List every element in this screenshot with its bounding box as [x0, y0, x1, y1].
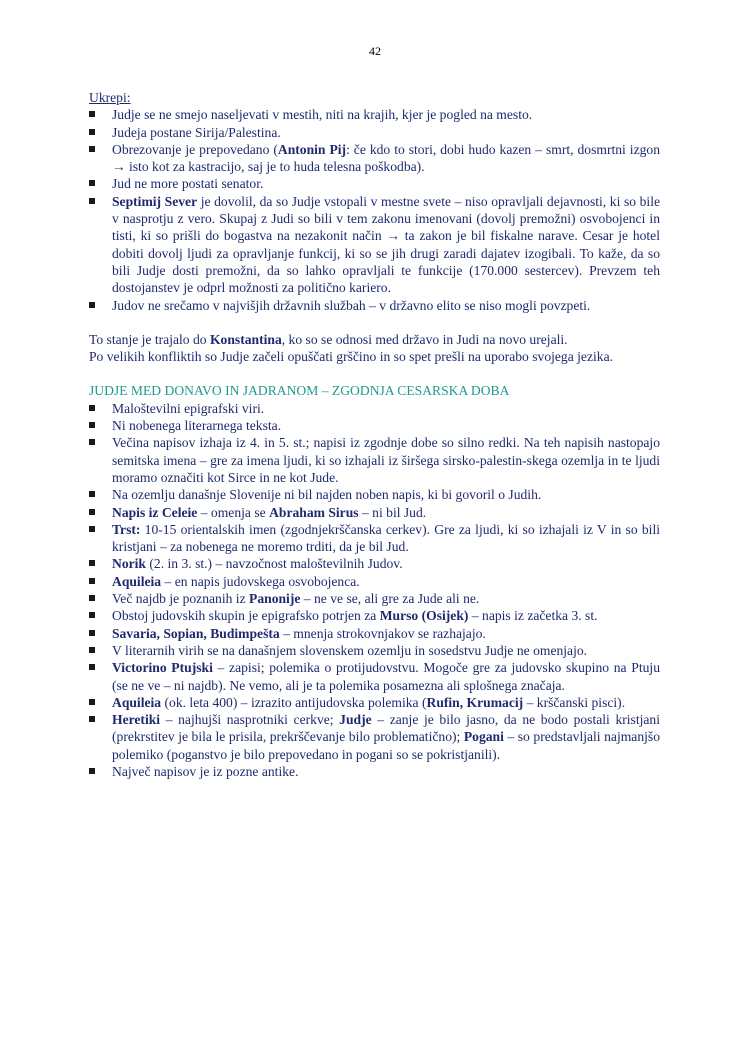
bold-term: Norik — [112, 556, 146, 572]
text-run: Judov ne srečamo v najvišjih državnih službah – v državno elito se niso mogli povzpeti. — [112, 297, 591, 313]
bold-term: Heretiki — [112, 712, 161, 728]
text-run: To stanje je trajalo do — [89, 331, 210, 347]
bullet-item — [89, 141, 660, 176]
text-run: – napis iz začetka 3. st. — [468, 608, 598, 624]
section-list — [89, 400, 660, 781]
text-run: – najhujši nasprotniki cerkve; — [160, 712, 340, 728]
text-run: Na ozemlju današnje Slovenije ni bil najden noben napis, ki bi govoril o Judih. — [112, 487, 542, 503]
text-run: Več najdb je poznanih iz — [112, 591, 250, 607]
bullet-item — [89, 694, 660, 711]
bold-term: Pogani — [463, 729, 504, 745]
text-run: – mnenja strokovnjakov se razhajajo. — [279, 625, 486, 641]
bullet-item — [89, 193, 660, 297]
page-body — [89, 89, 660, 780]
bold-term: Antonin Pij — [277, 141, 347, 157]
bold-term: Panonije — [249, 591, 301, 607]
bullet-item — [89, 521, 660, 556]
bold-term: Konstantina — [209, 331, 282, 347]
text-run: : če kdo to stori, dobi hudo kazen – smrt, dosmrtni izgon → isto kot za kastracijo, saj je to huda telesna poškodba). — [112, 141, 660, 175]
bullet-item — [89, 573, 660, 590]
bullet-item — [89, 607, 660, 624]
bold-term: Rufin, Krumacij — [426, 694, 524, 710]
bullet-item — [89, 504, 660, 521]
text-run: V literarnih virih se na današnjem slovenskem ozemlju in sosedstvu Judje ne omenjajo. — [112, 642, 588, 658]
text-run: Maloštevilni epigrafski viri. — [112, 400, 265, 416]
bullet-item — [89, 642, 660, 659]
paragraph — [89, 331, 660, 348]
bullet-item — [89, 297, 660, 314]
text-run: – ni bil Jud. — [358, 504, 427, 520]
bullet-item — [89, 590, 660, 607]
paragraph — [89, 348, 660, 365]
bullet-item — [89, 106, 660, 123]
text-run: – ne ve se, ali gre za Jude ali ne. — [300, 591, 480, 607]
bold-term: Victorino Ptujski — [112, 660, 213, 676]
bold-term: Judje — [339, 712, 372, 728]
bullet-item — [89, 400, 660, 417]
text-run: Ni nobenega literarnega teksta. — [112, 418, 282, 434]
text-run: (2. in 3. st.) – navzočnost maloštevilnih Judov. — [145, 556, 403, 572]
text-run: Po velikih konfliktih so Judje začeli opuščati grščino in so spet prešli na uporabo svojega jezika. — [89, 349, 614, 365]
bold-term: Abraham Sirus — [269, 504, 359, 520]
bullet-item — [89, 434, 660, 486]
text-run: Največ napisov je iz pozne antike. — [112, 763, 299, 779]
text-run: Obrezovanje je prepovedano ( — [112, 141, 278, 157]
bullet-item — [89, 124, 660, 141]
bold-term: Murso (Osijek) — [379, 608, 469, 624]
text-run: – en napis judovskega osvobojenca. — [161, 573, 360, 589]
bullet-item — [89, 486, 660, 503]
bullet-item — [89, 711, 660, 763]
bold-term: Savaria, Sopian, Budimpešta — [112, 625, 280, 641]
text-run: Večina napisov izhaja iz 4. in 5. st.; napisi iz zgodnje dobe so silno redki. Na teh napisih nastopajo semitska imena – gre za imena ljudi, ki so izhajali iz širšega sirsko-palestin-skega ozemlja in te ljudi moramo označiti kot Sirce in ne kot Jude. — [112, 435, 660, 485]
ukrepi-list — [89, 106, 660, 314]
bullet-item — [89, 417, 660, 434]
text-run: – krščanski pisci). — [523, 694, 626, 710]
text-run: 10-15 orientalskih imen (zgodnjekrščanska cerkev). Gre za ljudi, ki so izhajali iz V in so bili kristjani – za nobenega ne moremo trditi, da je bil Jud. — [112, 521, 660, 555]
section-title: JUDJE MED DONAVO IN JADRANOM – ZGODNJA CESARSKA DOBA — [89, 383, 510, 399]
text-run: (ok. leta 400) – izrazito antijudovska polemika ( — [161, 694, 427, 710]
text-run: Jud ne more postati senator. — [112, 176, 264, 192]
ukrepi-heading: Ukrepi: — [89, 90, 131, 105]
text-run: Judeja postane Sirija/Palestina. — [112, 124, 281, 140]
spacer — [89, 365, 660, 382]
text-run: – zanje je bilo jasno, da ne bodo postali kristjani (prekrstitev je bila le prisila, prekrščevanje bilo problematično); — [112, 712, 660, 745]
bullet-item — [89, 763, 660, 780]
spacer — [89, 314, 660, 331]
text-run: – omenja se — [197, 504, 270, 520]
bullet-item — [89, 659, 660, 694]
bold-term: Septimij Sever — [112, 193, 198, 209]
bold-term: Aquileia — [112, 694, 162, 710]
bold-term: Trst: — [112, 521, 141, 537]
bold-term: Aquileia — [112, 573, 162, 589]
text-run: , ko so se odnosi med državo in Judi na novo urejali. — [281, 331, 568, 347]
paragraph-block — [89, 331, 660, 366]
text-run: Judje se ne smejo naseljevati v mestih, niti na krajih, kjer je pogled na mesto. — [112, 107, 533, 123]
text-run: – so predstavljali najmanjšo polemiko (poganstvo je bilo prepovedano in pogani so se pokristjanili). — [112, 729, 661, 762]
text-run: Obstoj judovskih skupin je epigrafsko potrjen za — [112, 608, 380, 624]
page-number: 42 — [369, 44, 381, 58]
bullet-item — [89, 555, 660, 572]
text-run: – zapisi; polemika o protijudovstvu. Mogoče gre za judovsko skupino na Ptuju (se ne ve – ni najdb). Ne vemo, ali je ta polemika posamezna ali splošnega značaja. — [112, 660, 660, 693]
bold-term: Napis iz Celeie — [112, 504, 198, 520]
bullet-item — [89, 625, 660, 642]
text-run: je dovolil, da so Judje vstopali v mestne svete – niso opravljali dejavnosti, ki so bile v nasprotju z vero. Skupaj z Judi so bili v tem zakonu imenovani (dovolj premožni) osvobojenci in tisti, ki so prišli do bogastva na nezakonit način → ta zakon je bil fiskalne narave. Cesar je hotel dobiti dovolj ljudi za opravljanje funkcij, ki so se jih drugi zaradi dajatev izogibali. To kaže, da so bili Judje dosti premožni, da so lahko opravljali te funkcije (170.000 sestercev). Prevzem teh dostojanstev je odprl možnosti za politično kariero. — [112, 193, 660, 296]
bullet-item — [89, 175, 660, 192]
